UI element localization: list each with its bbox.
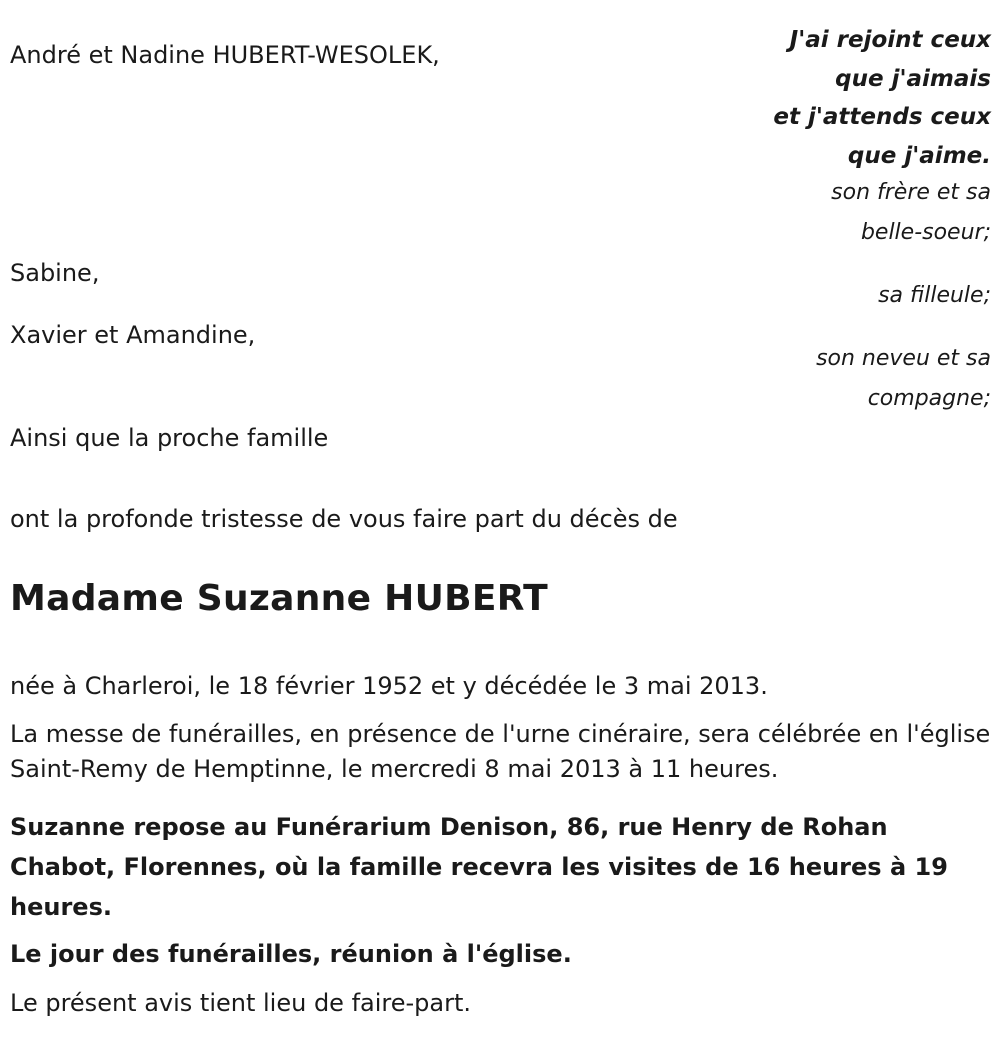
meeting-info: Le jour des funérailles, réunion à l'église. <box>10 940 572 968</box>
poem-line: et j'attends ceux <box>773 104 991 130</box>
relation-goddaughter: sa filleule; <box>878 283 991 308</box>
visitation-info: Suzanne repose au Funérarium Denison, 86, rue Henry de Rohan Chabot, Florennes, où la famille recevra les visites de 16 heures à 19 heures. <box>10 813 948 921</box>
announcement: ont la profonde tristesse de vous faire part du décès de <box>10 505 678 533</box>
mass-info: La messe de funérailles, en présence de l'urne cinéraire, sera célébrée en l'église Saint-Remy de Hemptinne, le mercredi 8 mai 2013 à 11 heures. <box>10 720 991 783</box>
poem-line: J'ai rejoint ceux <box>789 27 991 53</box>
relation-nephew: son neveu et sa <box>816 346 991 371</box>
deceased-name: Madame Suzanne HUBERT <box>10 578 549 619</box>
poem-line: que j'aime. <box>847 143 991 169</box>
closing-note: Le présent avis tient lieu de faire-part. <box>10 989 472 1017</box>
relation-nephew: compagne; <box>867 386 991 411</box>
close-family: Ainsi que la proche famille <box>10 424 329 452</box>
relation-brother: son frère et sa <box>831 180 991 205</box>
family-nephew-name: Xavier et Amandine, <box>10 321 256 349</box>
family-brother-name: André et Nadine HUBERT-WESOLEK, <box>10 41 440 69</box>
birth-death: née à Charleroi, le 18 février 1952 et y décédée le 3 mai 2013. <box>10 672 768 700</box>
family-goddaughter-name: Sabine, <box>10 259 100 287</box>
relation-brother: belle-soeur; <box>860 220 991 245</box>
poem-line: que j'aimais <box>835 66 991 92</box>
